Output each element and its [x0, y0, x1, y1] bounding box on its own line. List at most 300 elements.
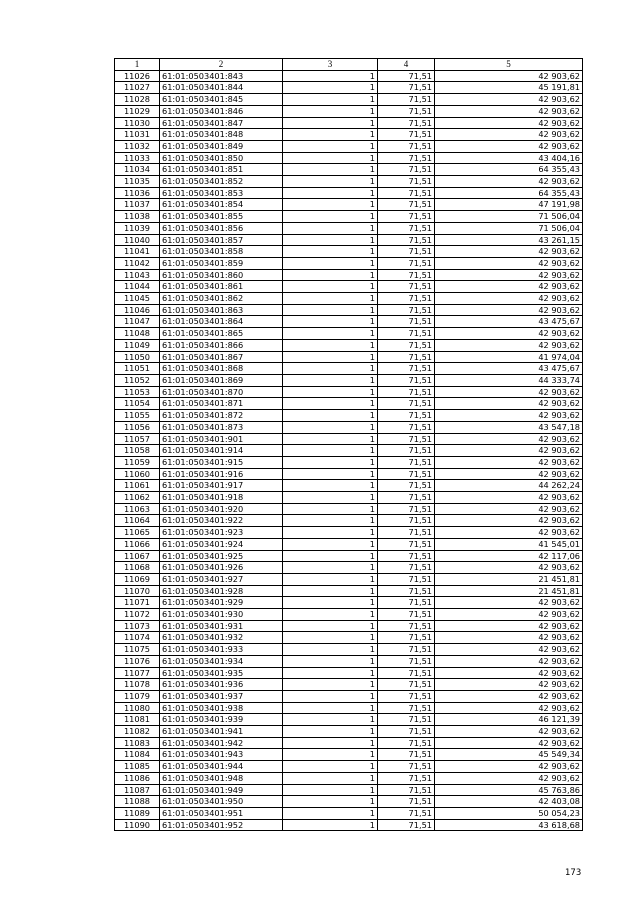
- table-row: [115, 550, 583, 562]
- table-cell: 71,51: [378, 538, 435, 550]
- table-cell: 61:01:0503401:863: [160, 304, 283, 316]
- table-row: [115, 726, 583, 738]
- table-cell: 61:01:0503401:867: [160, 351, 283, 363]
- table-cell: 42 903,62: [435, 644, 583, 656]
- table-cell: 1: [283, 398, 378, 410]
- table-cell: 71,51: [378, 281, 435, 293]
- table-cell: 11071: [115, 597, 160, 609]
- header-row: [115, 59, 583, 71]
- table-cell: 11046: [115, 304, 160, 316]
- table-cell: 71,51: [378, 234, 435, 246]
- table-cell: 71,51: [378, 597, 435, 609]
- table-cell: 11028: [115, 94, 160, 106]
- table-cell: 1: [283, 808, 378, 820]
- table-cell: 1: [283, 772, 378, 784]
- table-cell: 61:01:0503401:936: [160, 679, 283, 691]
- table-cell: 61:01:0503401:844: [160, 82, 283, 94]
- table-cell: 1: [283, 538, 378, 550]
- table-cell: 44 333,74: [435, 374, 583, 386]
- table-cell: 61:01:0503401:942: [160, 737, 283, 749]
- table-cell: 61:01:0503401:857: [160, 234, 283, 246]
- table-cell: 42 903,62: [435, 515, 583, 527]
- table-cell: 11031: [115, 129, 160, 141]
- table-cell: 11048: [115, 328, 160, 340]
- table-cell: 42 903,62: [435, 667, 583, 679]
- table-cell: 21 451,81: [435, 573, 583, 585]
- page-number: 173: [565, 868, 582, 878]
- table-cell: 11085: [115, 761, 160, 773]
- table-cell: 61:01:0503401:934: [160, 655, 283, 667]
- table-cell: 42 903,62: [435, 655, 583, 667]
- table-cell: 42 903,62: [435, 433, 583, 445]
- table-cell: 11060: [115, 468, 160, 480]
- table-cell: 61:01:0503401:859: [160, 257, 283, 269]
- table-cell: 11087: [115, 784, 160, 796]
- table-cell: 11062: [115, 492, 160, 504]
- table-cell: 42 903,62: [435, 386, 583, 398]
- table-cell: 1: [283, 246, 378, 258]
- table-cell: 61:01:0503401:926: [160, 562, 283, 574]
- table-cell: 11034: [115, 164, 160, 176]
- table-row: [115, 386, 583, 398]
- table-cell: 61:01:0503401:932: [160, 632, 283, 644]
- table-cell: 1: [283, 667, 378, 679]
- table-cell: 11081: [115, 714, 160, 726]
- table-cell: 1: [283, 386, 378, 398]
- table-cell: 42 903,62: [435, 562, 583, 574]
- table-cell: 71,51: [378, 199, 435, 211]
- table-row: [115, 117, 583, 129]
- table-row: [115, 468, 583, 480]
- table-cell: 11044: [115, 281, 160, 293]
- table-cell: 11083: [115, 737, 160, 749]
- table-cell: 71,51: [378, 737, 435, 749]
- table-cell: 1: [283, 761, 378, 773]
- table-cell: 11072: [115, 609, 160, 621]
- table-cell: 1: [283, 632, 378, 644]
- data-table: [114, 58, 583, 831]
- table-cell: 1: [283, 690, 378, 702]
- table-cell: 71,51: [378, 445, 435, 457]
- table-cell: 42 903,62: [435, 339, 583, 351]
- table-cell: 11040: [115, 234, 160, 246]
- table-cell: 11047: [115, 316, 160, 328]
- table-cell: 61:01:0503401:866: [160, 339, 283, 351]
- header-cell: 1: [115, 59, 160, 71]
- table-cell: 11089: [115, 808, 160, 820]
- table-cell: 11076: [115, 655, 160, 667]
- table-cell: 61:01:0503401:941: [160, 726, 283, 738]
- table-cell: 61:01:0503401:922: [160, 515, 283, 527]
- table-cell: 71,51: [378, 386, 435, 398]
- table-cell: 42 903,62: [435, 492, 583, 504]
- table-row: [115, 644, 583, 656]
- table-cell: 71,51: [378, 433, 435, 445]
- table-cell: 61:01:0503401:870: [160, 386, 283, 398]
- table-cell: 11065: [115, 527, 160, 539]
- table-cell: 1: [283, 433, 378, 445]
- table-row: [115, 456, 583, 468]
- table-cell: 1: [283, 70, 378, 82]
- table-cell: 61:01:0503401:873: [160, 421, 283, 433]
- table-cell: 1: [283, 152, 378, 164]
- table-cell: 71,51: [378, 468, 435, 480]
- table-row: [115, 328, 583, 340]
- table-cell: 42 903,62: [435, 293, 583, 305]
- table-cell: 71,51: [378, 129, 435, 141]
- table-row: [115, 761, 583, 773]
- table-cell: 71,51: [378, 398, 435, 410]
- table-cell: 1: [283, 140, 378, 152]
- table-cell: 11045: [115, 293, 160, 305]
- table-cell: 1: [283, 164, 378, 176]
- table-cell: 61:01:0503401:853: [160, 187, 283, 199]
- table-cell: 61:01:0503401:846: [160, 105, 283, 117]
- table-cell: 61:01:0503401:852: [160, 176, 283, 188]
- table-cell: 11055: [115, 410, 160, 422]
- table-cell: 71,51: [378, 679, 435, 691]
- table-cell: 71,51: [378, 667, 435, 679]
- table-cell: 61:01:0503401:843: [160, 70, 283, 82]
- table-cell: 61:01:0503401:918: [160, 492, 283, 504]
- table-row: [115, 503, 583, 515]
- table-cell: 42 903,62: [435, 94, 583, 106]
- table-cell: 61:01:0503401:917: [160, 480, 283, 492]
- table-cell: 11042: [115, 257, 160, 269]
- table-cell: 71,51: [378, 152, 435, 164]
- table-cell: 45 191,81: [435, 82, 583, 94]
- table-cell: 43 547,18: [435, 421, 583, 433]
- table-row: [115, 480, 583, 492]
- table-cell: 71,51: [378, 410, 435, 422]
- table-cell: 71,51: [378, 187, 435, 199]
- table-cell: 11030: [115, 117, 160, 129]
- table-cell: 42 903,62: [435, 70, 583, 82]
- table-cell: 71,51: [378, 363, 435, 375]
- table-cell: 71,51: [378, 456, 435, 468]
- table-cell: 71,51: [378, 808, 435, 820]
- table-cell: 11029: [115, 105, 160, 117]
- table-cell: 11067: [115, 550, 160, 562]
- table-row: [115, 667, 583, 679]
- table-row: [115, 316, 583, 328]
- table-cell: 1: [283, 480, 378, 492]
- table-cell: 61:01:0503401:948: [160, 772, 283, 784]
- table-cell: 61:01:0503401:872: [160, 410, 283, 422]
- table-cell: 41 545,01: [435, 538, 583, 550]
- table-cell: 41 974,04: [435, 351, 583, 363]
- table-cell: 42 903,62: [435, 398, 583, 410]
- table-cell: 61:01:0503401:851: [160, 164, 283, 176]
- table-cell: 1: [283, 620, 378, 632]
- table-cell: 61:01:0503401:952: [160, 819, 283, 831]
- table-cell: 11086: [115, 772, 160, 784]
- table-cell: 1: [283, 105, 378, 117]
- table-cell: 11036: [115, 187, 160, 199]
- table-cell: 1: [283, 679, 378, 691]
- table-row: [115, 164, 583, 176]
- table-cell: 1: [283, 655, 378, 667]
- table-cell: 42 903,62: [435, 176, 583, 188]
- table-cell: 61:01:0503401:944: [160, 761, 283, 773]
- table-cell: 1: [283, 129, 378, 141]
- header-cell: 5: [435, 59, 583, 71]
- table-cell: 1: [283, 293, 378, 305]
- table-cell: 11049: [115, 339, 160, 351]
- table-cell: 11084: [115, 749, 160, 761]
- table-cell: 71,51: [378, 796, 435, 808]
- table-cell: 71,51: [378, 140, 435, 152]
- table-cell: 71,51: [378, 550, 435, 562]
- table-row: [115, 211, 583, 223]
- table-cell: 11056: [115, 421, 160, 433]
- table-cell: 61:01:0503401:915: [160, 456, 283, 468]
- table-cell: 11059: [115, 456, 160, 468]
- table-cell: 61:01:0503401:943: [160, 749, 283, 761]
- table-cell: 11069: [115, 573, 160, 585]
- table-row: [115, 597, 583, 609]
- table-row: [115, 690, 583, 702]
- table-row: [115, 351, 583, 363]
- table-cell: 43 475,67: [435, 363, 583, 375]
- table-cell: 71,51: [378, 562, 435, 574]
- table-cell: 1: [283, 445, 378, 457]
- table-cell: 64 355,43: [435, 164, 583, 176]
- table-cell: 1: [283, 456, 378, 468]
- table-cell: 71,51: [378, 222, 435, 234]
- table-cell: 71,51: [378, 211, 435, 223]
- table-cell: 61:01:0503401:937: [160, 690, 283, 702]
- table-cell: 11074: [115, 632, 160, 644]
- table-cell: 71,51: [378, 749, 435, 761]
- table-cell: 71,51: [378, 374, 435, 386]
- table-cell: 61:01:0503401:868: [160, 363, 283, 375]
- table-row: [115, 609, 583, 621]
- table-cell: 71,51: [378, 784, 435, 796]
- table-cell: 1: [283, 597, 378, 609]
- table-cell: 11037: [115, 199, 160, 211]
- table-cell: 61:01:0503401:850: [160, 152, 283, 164]
- table-row: [115, 269, 583, 281]
- table-cell: 71,51: [378, 690, 435, 702]
- table-row: [115, 152, 583, 164]
- table-cell: 71,51: [378, 480, 435, 492]
- table-cell: 11027: [115, 82, 160, 94]
- table-cell: 71,51: [378, 772, 435, 784]
- table-cell: 71,51: [378, 714, 435, 726]
- table-cell: 43 475,67: [435, 316, 583, 328]
- table-cell: 1: [283, 819, 378, 831]
- table-cell: 61:01:0503401:849: [160, 140, 283, 152]
- table-cell: 1: [283, 187, 378, 199]
- table-cell: 71,51: [378, 105, 435, 117]
- table-cell: 42 403,08: [435, 796, 583, 808]
- table-cell: 42 903,62: [435, 597, 583, 609]
- table-cell: 61:01:0503401:924: [160, 538, 283, 550]
- table-cell: 71,51: [378, 316, 435, 328]
- table-cell: 43 261,15: [435, 234, 583, 246]
- table-cell: 1: [283, 410, 378, 422]
- table-cell: 61:01:0503401:914: [160, 445, 283, 457]
- table-cell: 11035: [115, 176, 160, 188]
- table-cell: 11026: [115, 70, 160, 82]
- table-row: [115, 129, 583, 141]
- table-cell: 61:01:0503401:927: [160, 573, 283, 585]
- table-cell: 71,51: [378, 421, 435, 433]
- table-cell: 1: [283, 316, 378, 328]
- table-cell: 1: [283, 562, 378, 574]
- table-cell: 11041: [115, 246, 160, 258]
- table-cell: 71,51: [378, 117, 435, 129]
- table-cell: 1: [283, 117, 378, 129]
- table-cell: 1: [283, 339, 378, 351]
- table-row: [115, 433, 583, 445]
- table-row: [115, 538, 583, 550]
- table-cell: 11080: [115, 702, 160, 714]
- table-cell: 11082: [115, 726, 160, 738]
- table-cell: 61:01:0503401:928: [160, 585, 283, 597]
- table-cell: 1: [283, 176, 378, 188]
- table-row: [115, 82, 583, 94]
- table-cell: 61:01:0503401:865: [160, 328, 283, 340]
- table-cell: 11058: [115, 445, 160, 457]
- table-cell: 50 054,23: [435, 808, 583, 820]
- table-cell: 61:01:0503401:861: [160, 281, 283, 293]
- table-row: [115, 187, 583, 199]
- table-cell: 1: [283, 585, 378, 597]
- table-cell: 42 903,62: [435, 761, 583, 773]
- table-cell: 1: [283, 421, 378, 433]
- table-row: [115, 655, 583, 667]
- table-cell: 11077: [115, 667, 160, 679]
- table-cell: 1: [283, 363, 378, 375]
- table-cell: 1: [283, 749, 378, 761]
- table-cell: 71 506,04: [435, 211, 583, 223]
- table-cell: 1: [283, 702, 378, 714]
- table-row: [115, 94, 583, 106]
- header-cell: 2: [160, 59, 283, 71]
- table-cell: 71,51: [378, 70, 435, 82]
- table-cell: 71,51: [378, 257, 435, 269]
- table-cell: 61:01:0503401:931: [160, 620, 283, 632]
- table-cell: 71,51: [378, 293, 435, 305]
- table-cell: 11078: [115, 679, 160, 691]
- table-cell: 1: [283, 515, 378, 527]
- table-cell: 71,51: [378, 94, 435, 106]
- table-cell: 11053: [115, 386, 160, 398]
- table-cell: 1: [283, 737, 378, 749]
- table-cell: 42 117,06: [435, 550, 583, 562]
- table-row: [115, 515, 583, 527]
- table-cell: 71,51: [378, 819, 435, 831]
- table-row: [115, 339, 583, 351]
- table-cell: 61:01:0503401:935: [160, 667, 283, 679]
- table-cell: 42 903,62: [435, 246, 583, 258]
- table-cell: 1: [283, 573, 378, 585]
- table-cell: 1: [283, 199, 378, 211]
- table-cell: 11052: [115, 374, 160, 386]
- table-row: [115, 421, 583, 433]
- table-row: [115, 492, 583, 504]
- table-row: [115, 70, 583, 82]
- table-row: [115, 105, 583, 117]
- table-cell: 42 903,62: [435, 468, 583, 480]
- table-cell: 61:01:0503401:901: [160, 433, 283, 445]
- header-cell: 4: [378, 59, 435, 71]
- table-row: [115, 749, 583, 761]
- table-cell: 61:01:0503401:864: [160, 316, 283, 328]
- table-cell: 43 618,68: [435, 819, 583, 831]
- table-cell: 42 903,62: [435, 257, 583, 269]
- table-cell: 1: [283, 257, 378, 269]
- table-cell: 11090: [115, 819, 160, 831]
- table-cell: 42 903,62: [435, 690, 583, 702]
- table-cell: 71,51: [378, 761, 435, 773]
- table-cell: 11033: [115, 152, 160, 164]
- table-cell: 71,51: [378, 726, 435, 738]
- table-row: [115, 281, 583, 293]
- table-cell: 1: [283, 351, 378, 363]
- table-cell: 42 903,62: [435, 456, 583, 468]
- table-cell: 71,51: [378, 269, 435, 281]
- table-cell: 1: [283, 714, 378, 726]
- table-cell: 61:01:0503401:949: [160, 784, 283, 796]
- table-cell: 1: [283, 222, 378, 234]
- table-cell: 42 903,62: [435, 702, 583, 714]
- table-row: [115, 304, 583, 316]
- table-cell: 42 903,62: [435, 281, 583, 293]
- table-cell: 43 404,16: [435, 152, 583, 164]
- table-row: [115, 784, 583, 796]
- table-cell: 61:01:0503401:938: [160, 702, 283, 714]
- table-cell: 71 506,04: [435, 222, 583, 234]
- table-cell: 47 191,98: [435, 199, 583, 211]
- table-row: [115, 632, 583, 644]
- table-cell: 61:01:0503401:860: [160, 269, 283, 281]
- table-cell: 11057: [115, 433, 160, 445]
- table-cell: 1: [283, 269, 378, 281]
- table-cell: 42 903,62: [435, 410, 583, 422]
- table-row: [115, 176, 583, 188]
- table-cell: 1: [283, 550, 378, 562]
- table-cell: 21 451,81: [435, 585, 583, 597]
- table-cell: 44 262,24: [435, 480, 583, 492]
- table-cell: 71,51: [378, 644, 435, 656]
- table-cell: 11075: [115, 644, 160, 656]
- table-cell: 11043: [115, 269, 160, 281]
- table-cell: 71,51: [378, 609, 435, 621]
- table-row: [115, 398, 583, 410]
- table-row: [115, 796, 583, 808]
- table-cell: 42 903,62: [435, 726, 583, 738]
- table-cell: 11038: [115, 211, 160, 223]
- table-cell: 61:01:0503401:869: [160, 374, 283, 386]
- table-cell: 42 903,62: [435, 632, 583, 644]
- table-row: [115, 772, 583, 784]
- table-cell: 1: [283, 82, 378, 94]
- table-cell: 61:01:0503401:933: [160, 644, 283, 656]
- table-cell: 61:01:0503401:923: [160, 527, 283, 539]
- table-cell: 42 903,62: [435, 620, 583, 632]
- table-cell: 61:01:0503401:858: [160, 246, 283, 258]
- table-cell: 42 903,62: [435, 129, 583, 141]
- table-cell: 61:01:0503401:845: [160, 94, 283, 106]
- table-cell: 61:01:0503401:929: [160, 597, 283, 609]
- table-cell: 1: [283, 211, 378, 223]
- table-cell: 71,51: [378, 328, 435, 340]
- table-row: [115, 808, 583, 820]
- table-row: [115, 737, 583, 749]
